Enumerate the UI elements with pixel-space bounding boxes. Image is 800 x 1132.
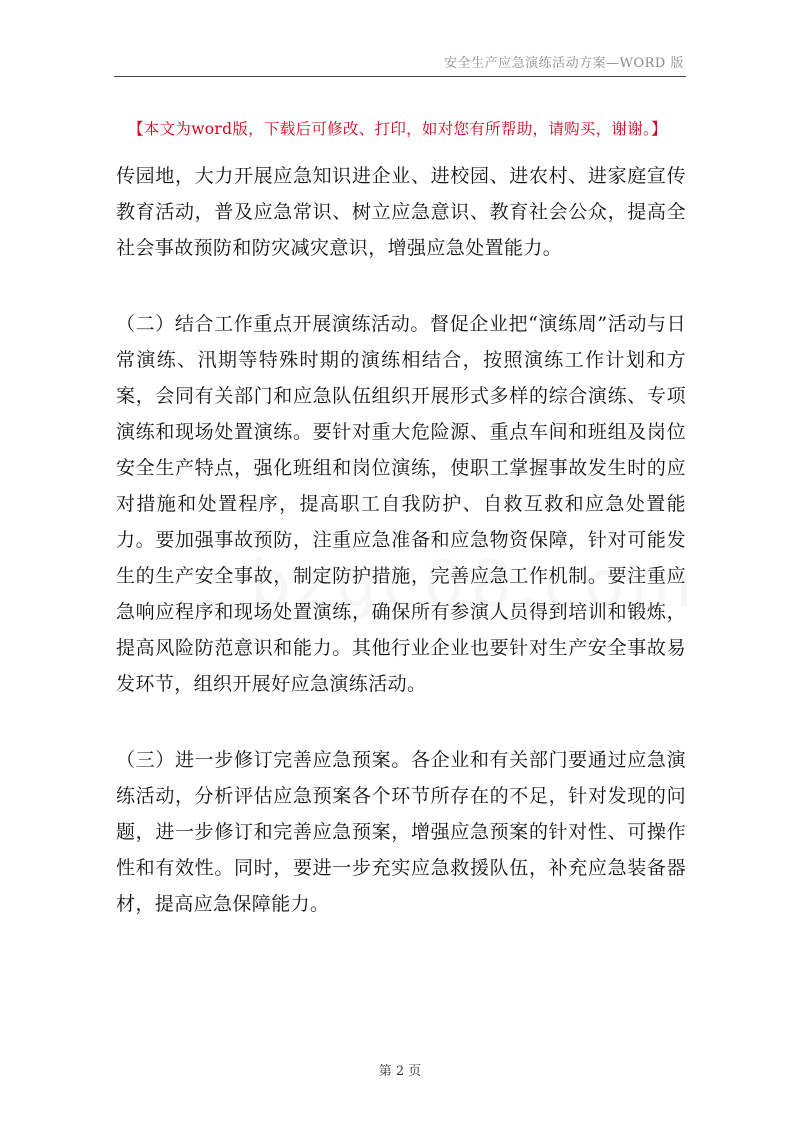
paragraph-2: （二）结合工作重点开展演练活动。督促企业把“演练周”活动与日常演练、汛期等特殊时期的演练相结合，按照演练工作计划和方案，会同有关部门和应急队伍组织开展形式多样的综合演练、专项演练和现场处置演练。要针对重大危险源、重点车间和班组及岗位安全生产特点，强化班组和岗位演练，使职工掌握事故发生时的应对措施和处置程序，提高职工自我防护、自救互救和应急处置能力。要加强事故预防，注重应急准备和应急物资保障，针对可能发生的生产安全事故，制定防护措施，完善应急工作机制。要注重应急响应程序和现场处置演练，确保所有参演人员得到培训和锻炼，提高风险防范意识和能力。其他行业企业也要针对生产安全事故易发环节，组织开展好应急演练活动。	[116, 313, 686, 695]
paragraph-1: 传园地，大力开展应急知识进企业、进校园、进农村、进家庭宣传教育活动，普及应急常识、树立应急意识、教育社会公众，提高全社会事故预防和防灾减灾意识，增强应急处置能力。	[116, 165, 686, 259]
page-number: 第 2 页	[378, 1064, 422, 1079]
paragraph-3: （三）进一步修订完善应急预案。各企业和有关部门要通过应急演练活动，分析评估应急预案各个环节所存在的不足，针对发现的问题，进一步修订和完善应急预案，增强应急预案的针对性、可操作性和有效性。同时，要进一步充实应急救援队伍，补充应急装备器材，提高应急保障能力。	[116, 749, 686, 915]
header-title: 安全生产应急演练活动方案—WORD 版	[444, 56, 684, 71]
document-body	[116, 158, 686, 922]
header-divider	[114, 76, 686, 77]
download-notice: 【本文为word版，下载后可修改、打印，如对您有所帮助，请购买，谢谢。】	[128, 120, 667, 138]
